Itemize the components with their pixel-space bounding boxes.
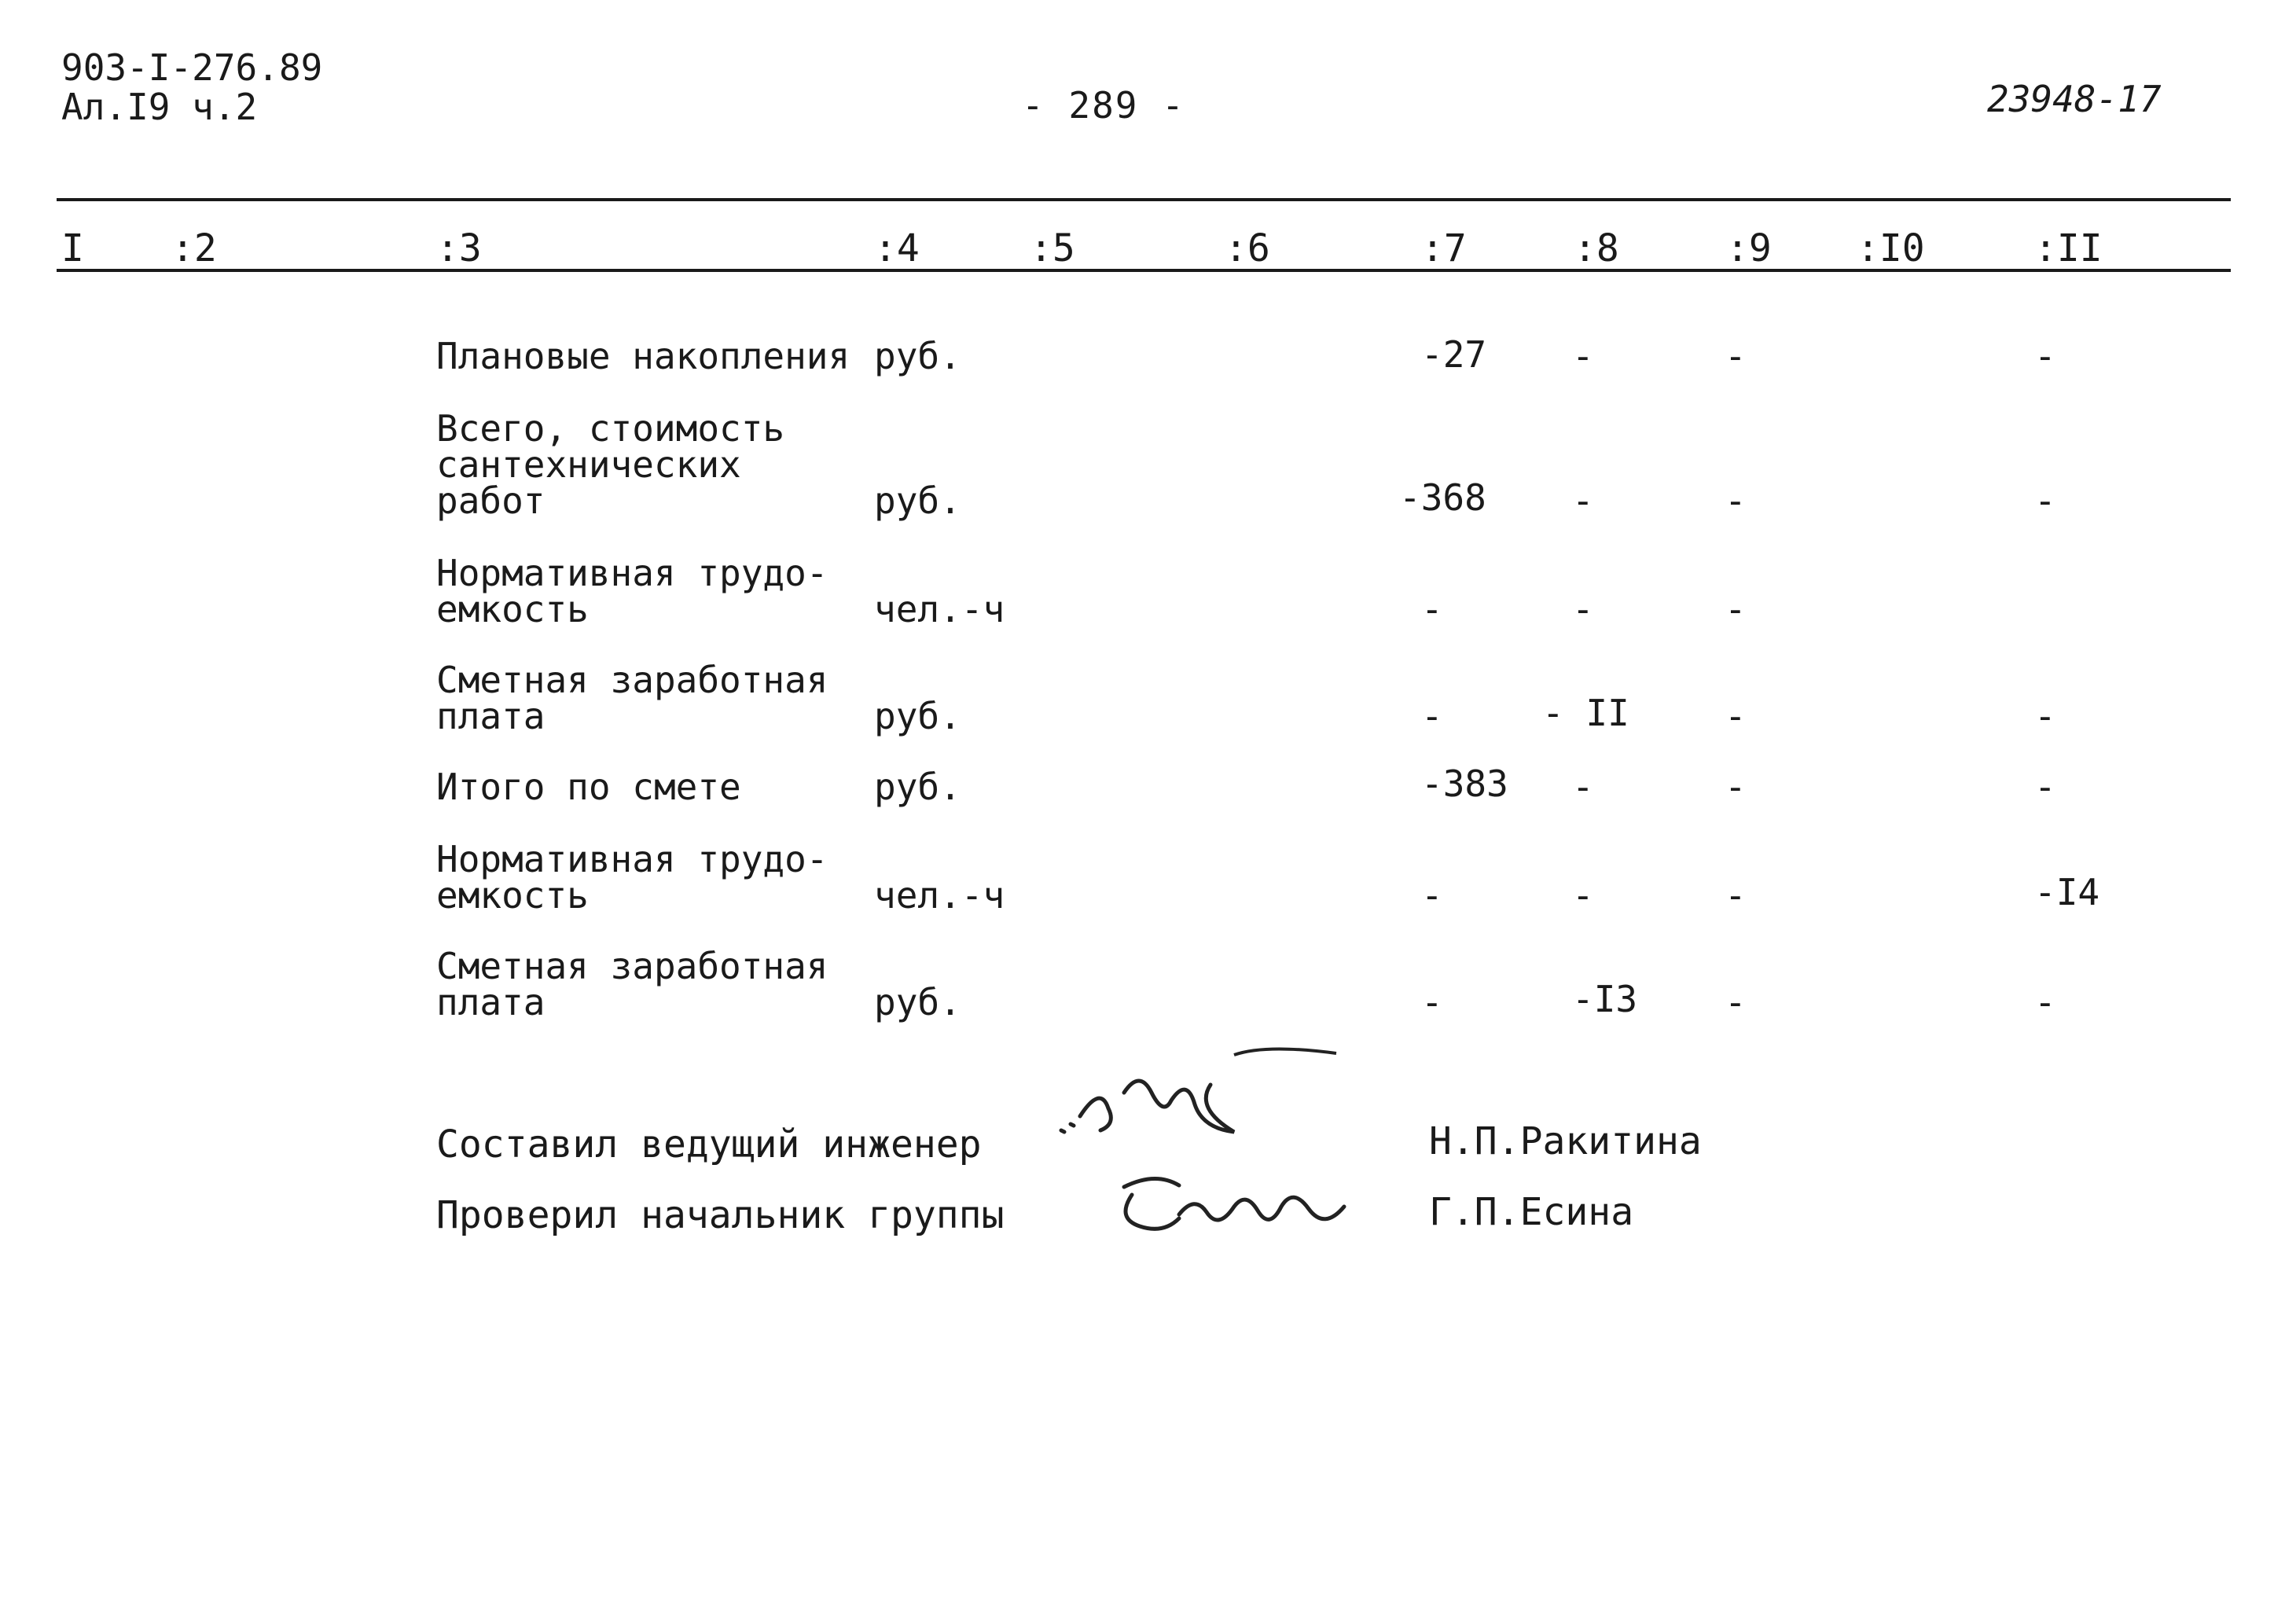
- sheet-reference: Ал.I9 ч.2: [61, 86, 258, 128]
- row-unit: руб.: [874, 695, 961, 737]
- page-number: - 289 -: [1022, 84, 1185, 127]
- row-value-col11: -: [2034, 335, 2056, 377]
- row-value-col8: -: [1572, 588, 1594, 630]
- row-label: Сметная заработная плата: [436, 945, 828, 1023]
- document-code: 903-I-276.89: [61, 46, 323, 89]
- row-value-col11: -: [2034, 479, 2056, 522]
- row-value-col8: -: [1572, 874, 1594, 917]
- row-label: Сметная заработная плата: [436, 659, 828, 737]
- row-value-col7: -383: [1421, 762, 1508, 805]
- signature-rakitina: [1053, 1038, 1352, 1163]
- row-value-col9: -: [1725, 335, 1747, 377]
- compiled-by-label: Составил ведущий инженер: [436, 1122, 982, 1167]
- row-value-col9: -: [1725, 766, 1747, 808]
- row-value-col8: -: [1572, 479, 1594, 522]
- checked-by-name: Г.П.Есина: [1429, 1190, 1634, 1234]
- row-value-col8: -I3: [1572, 978, 1638, 1020]
- row-label: Нормативная трудо- емкость: [436, 838, 828, 917]
- row-value-col7: -368: [1399, 476, 1486, 519]
- row-label: Всего, стоимость сантехнических работ: [436, 407, 785, 522]
- column-number-2: :2: [171, 226, 217, 270]
- row-value-col9: -: [1725, 695, 1747, 737]
- row-value-col9: -: [1725, 874, 1747, 917]
- column-number-4: :4: [874, 226, 920, 270]
- row-value-col8: -: [1572, 766, 1594, 808]
- compiled-by-name: Н.П.Ракитина: [1429, 1119, 1702, 1163]
- row-unit: чел.-ч: [874, 874, 1005, 917]
- row-value-col7: -: [1421, 588, 1443, 630]
- column-number-6: :6: [1225, 226, 1270, 270]
- archive-number: 23948-17: [1987, 78, 2162, 120]
- row-value-col7: -: [1421, 695, 1443, 737]
- row-value-col9: -: [1725, 479, 1747, 522]
- header-top-rule: [57, 198, 2231, 201]
- row-unit: руб.: [874, 335, 961, 377]
- row-value-col8: -: [1572, 335, 1594, 377]
- column-number-9: :9: [1726, 226, 1772, 270]
- row-value-col9: -: [1725, 588, 1747, 630]
- row-value-col7: -27: [1421, 333, 1487, 376]
- row-label: Итого по смете: [436, 766, 741, 808]
- row-label: Плановые накопления: [436, 335, 850, 377]
- column-number-5: :5: [1030, 226, 1075, 270]
- column-number-1: I: [61, 226, 84, 270]
- row-unit: руб.: [874, 479, 961, 522]
- row-value-col7: -: [1421, 874, 1443, 917]
- signature-esina: [1108, 1163, 1360, 1250]
- row-value-col8: - II: [1542, 692, 1629, 734]
- row-value-col11: -I4: [2034, 871, 2100, 913]
- row-value-col11: -: [2034, 981, 2056, 1023]
- column-number-3: :3: [436, 226, 482, 270]
- row-unit: руб.: [874, 766, 961, 808]
- row-value-col9: -: [1725, 981, 1747, 1023]
- row-unit: чел.-ч: [874, 588, 1005, 630]
- row-unit: руб.: [874, 981, 961, 1023]
- row-value-col11: -: [2034, 695, 2056, 737]
- row-label: Нормативная трудо- емкость: [436, 552, 828, 630]
- row-value-col7: -: [1421, 981, 1443, 1023]
- column-number-8: :8: [1574, 226, 1619, 270]
- checked-by-label: Проверил начальник группы: [436, 1193, 1005, 1237]
- column-number-10: :I0: [1857, 226, 1925, 270]
- row-value-col11: -: [2034, 766, 2056, 808]
- column-number-7: :7: [1421, 226, 1467, 270]
- column-number-11: :II: [2034, 226, 2103, 270]
